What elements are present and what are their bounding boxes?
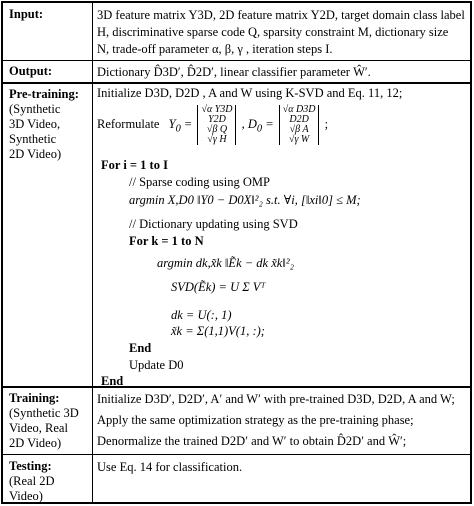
omp-equation: argmin X,D0 ‖Y0 − D0X‖²₂ s.t. ∀i, [‖xi‖0] ≤ M; <box>129 193 361 207</box>
argmin-equation: argmin dk,x̃k ‖Ẽk − dk x̃k‖²₂ <box>157 256 294 270</box>
y0-matrix: √α Y3D Y2D √β Q √γ H <box>197 105 236 145</box>
dk-equation: dk = U(:, 1) <box>171 308 232 322</box>
input-label: Input: <box>9 7 44 21</box>
d0-matrix: √α D3D D2D √β A √γ W <box>279 105 320 145</box>
training-line-2: Apply the same optimization strategy as the pre-training phase; <box>97 413 414 427</box>
testing-row <box>3 455 470 502</box>
pretraining-label: Pre-training: (Synthetic 3D Video, Synthetic 2D Video) <box>9 87 79 161</box>
input-line-3: N, trade-off parameter α, β, γ , iteration steps I. <box>97 42 333 56</box>
input-line-1: 3D feature matrix Y3D, 2D feature matrix Y2D, target domain class label <box>97 8 465 22</box>
reformulate-step: Reformulate $Y_0 = √\alpha$ Y3D Y2D √β Q √γ H , $D_0 = √\alpha$ D3D D2D √β A √γ W ; <box>97 104 329 145</box>
algorithm-table <box>1 1 472 504</box>
output-text: Dictionary D̂3D′, D̂2D′, linear classifier parameter Ŵ′. <box>97 65 371 79</box>
svd-comment: // Dictionary updating using SVD <box>129 217 298 231</box>
svd-equation: SVD(Ẽk) = U Σ Vᵀ <box>171 280 266 294</box>
training-line-3: Denormalize the trained D2D′ and W′ to obtain D̂2D′ and Ŵ′; <box>97 434 407 448</box>
input-line-2: H, discriminative sparse code Q, sparsity constraint M, dictionary size <box>97 25 449 39</box>
testing-label: Testing: (Real 2D Video) <box>9 459 55 503</box>
output-row <box>3 60 470 84</box>
input-row <box>3 3 470 61</box>
training-line-1: Initialize D3D′, D2D′, A′ and W′ with pre-trained D3D, D2D, A and W; <box>97 392 455 406</box>
end-outer: End <box>101 374 124 388</box>
training-label: Training: (Synthetic 3D Video, Real 2D Video) <box>9 391 79 450</box>
pretraining-row <box>3 83 470 388</box>
for-i-loop: For i = 1 to I <box>101 158 168 172</box>
end-inner: End <box>129 341 152 355</box>
for-k-loop: For k = 1 to N <box>129 234 204 248</box>
omp-comment: // Sparse coding using OMP <box>129 175 270 189</box>
initialize-step: Initialize D3D, D2D , A and W using K-SVD and Eq. 11, 12; <box>97 86 403 100</box>
update-step: Update D0 <box>129 358 184 372</box>
xk-equation: x̃k = Σ(1,1)V(1, :); <box>171 324 265 338</box>
testing-text: Use Eq. 14 for classification. <box>97 460 243 474</box>
output-label: Output: <box>9 64 53 78</box>
training-row <box>3 387 470 455</box>
